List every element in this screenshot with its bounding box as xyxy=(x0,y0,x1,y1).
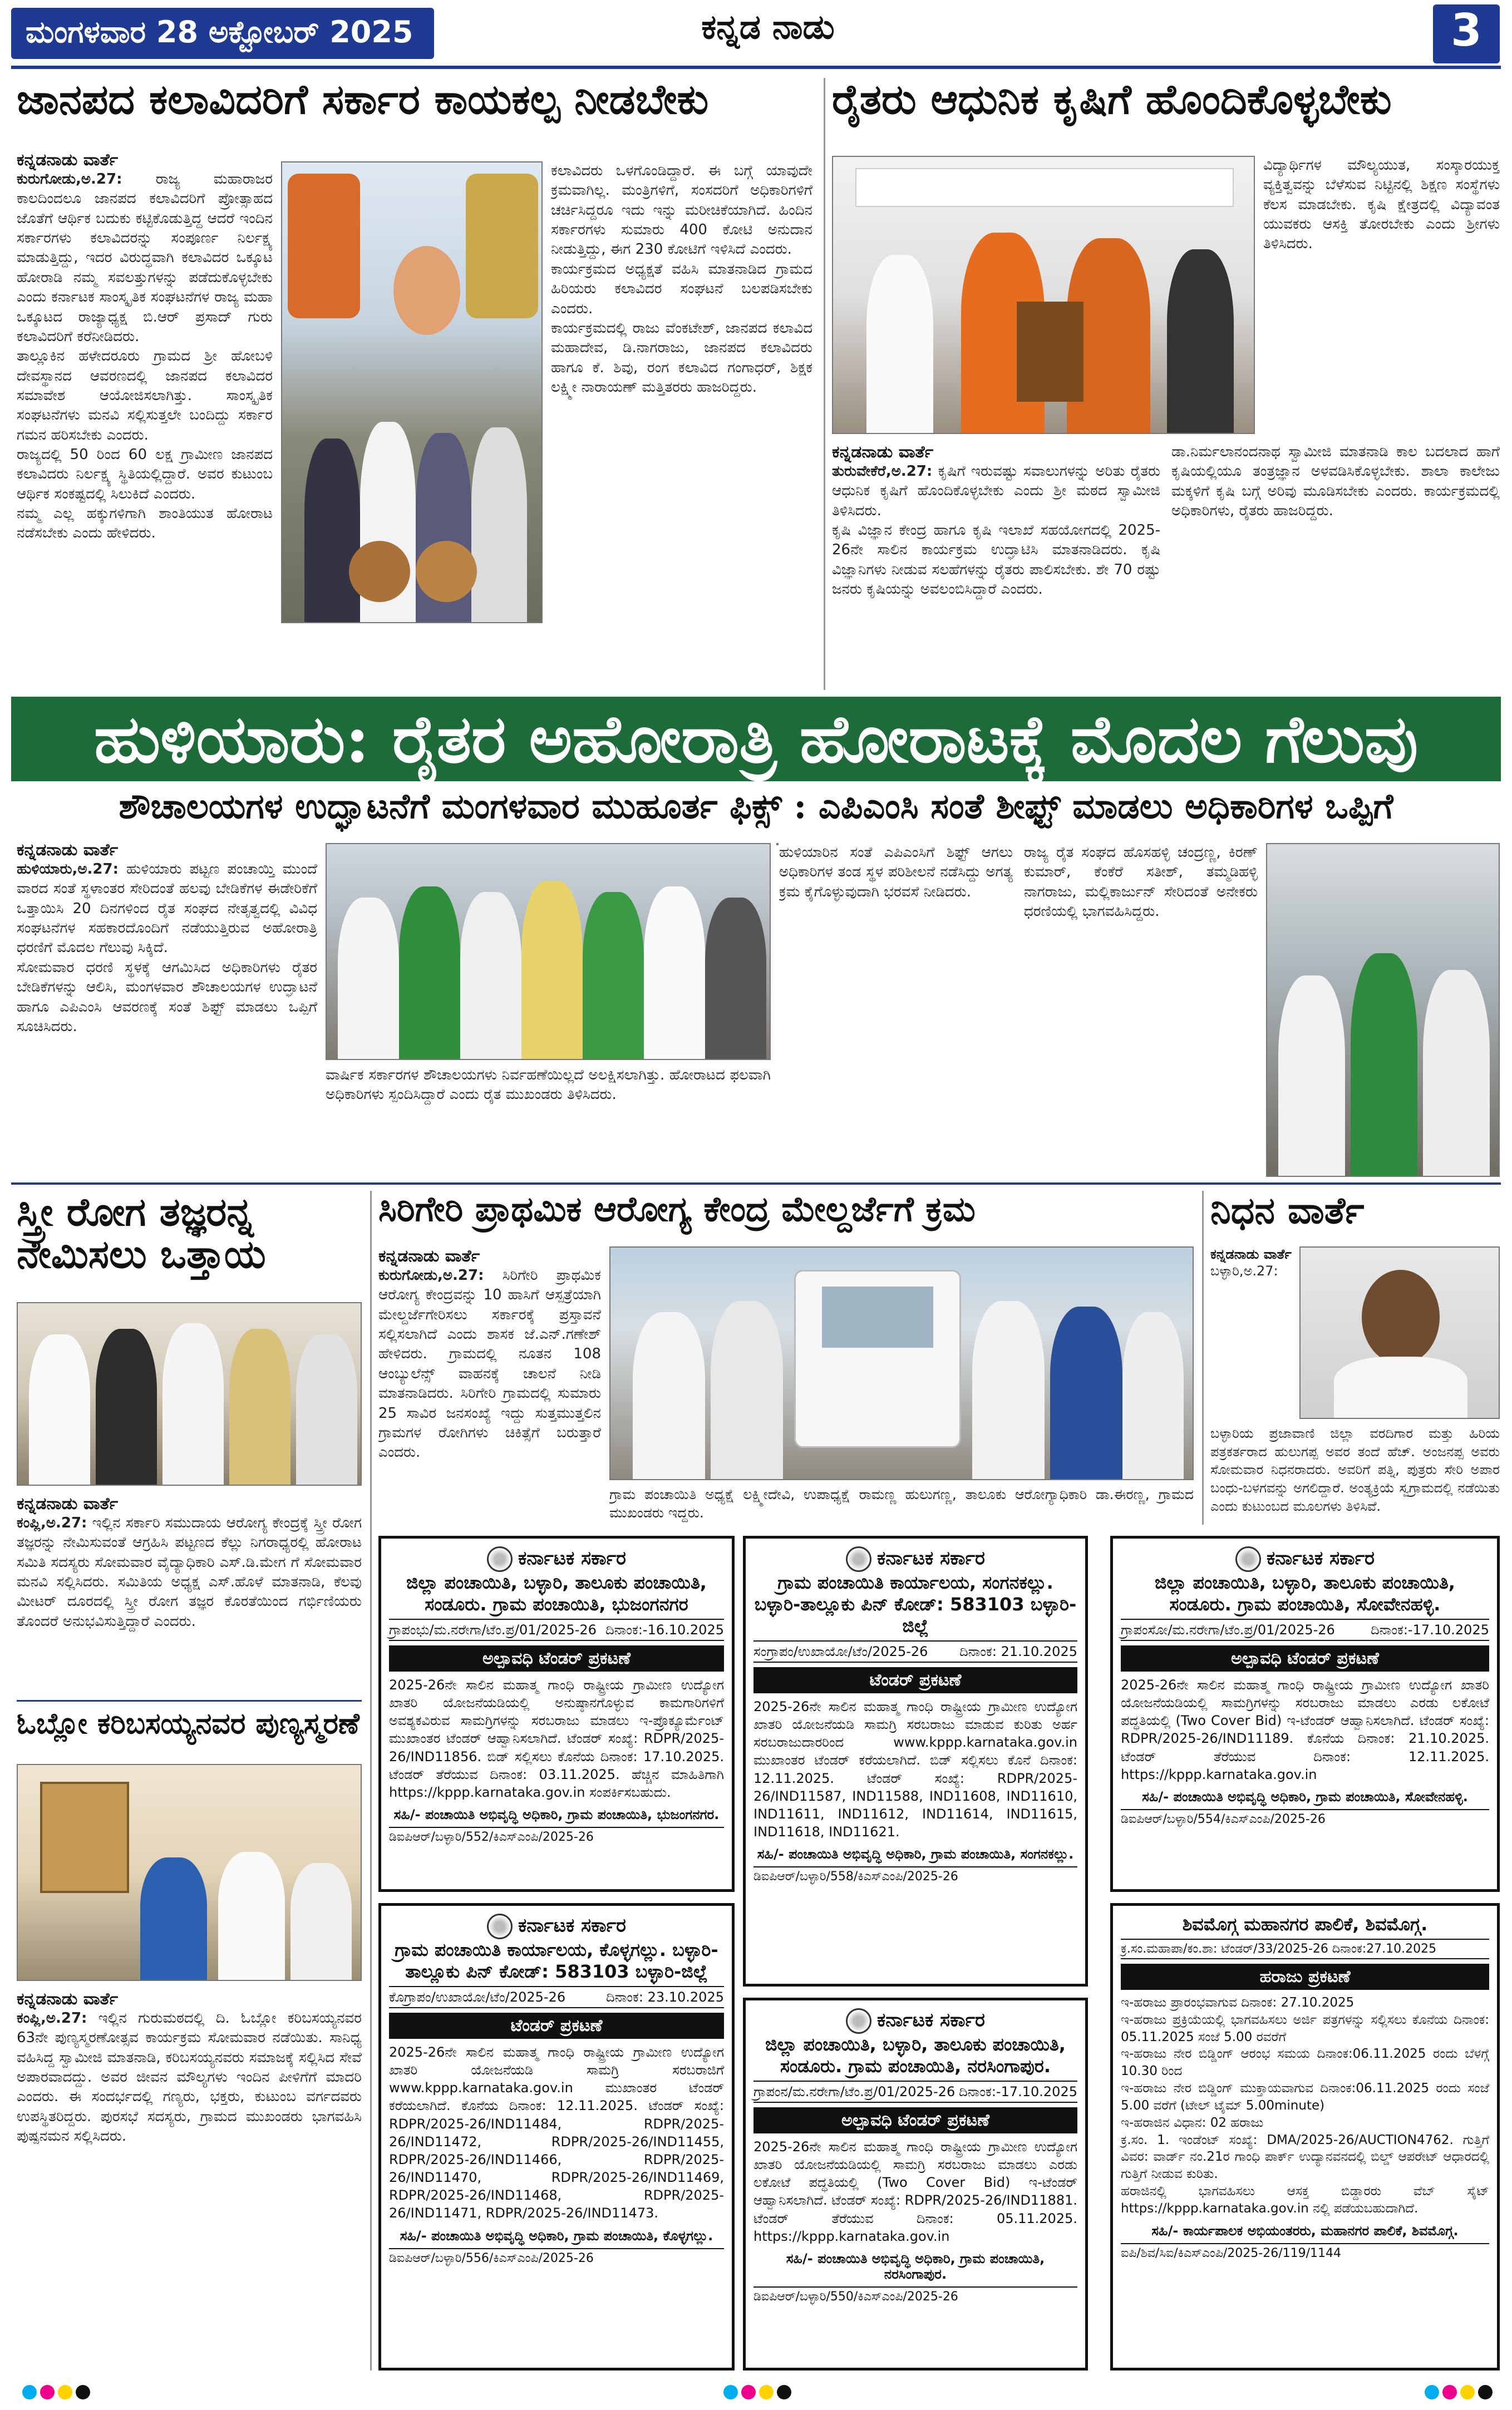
photo-spacer-4 xyxy=(776,843,777,844)
tender-gov: ಕರ್ನಾಟಕ ಸರ್ಕಾರ xyxy=(753,1546,1077,1572)
auction-item: ಹರಾಜಿನಲ್ಲಿ ಭಾಗವಹಿಸಲು ಆಸಕ್ತ ಬಿಡ್ದಾರರು ವೆಬ್ ಸೈಟ್ https://kppp.karnataka.gov.in ನಲ್ಲಿ ಪಡೆಯಬಹುದಾಗಿದೆ. xyxy=(1121,2184,1489,2216)
tender-sign: ಸಹಿ/- ಪಂಚಾಯಿತಿ ಅಭಿವೃದ್ಧಿ ಅಧಿಕಾರಿ, ಗ್ರಾಮ ಪಂಚಾಯಿತಿ, ಸೋವೇನಹಳ್ಳಿ. xyxy=(1142,1788,1468,1805)
auction-notice-shivamogga xyxy=(1110,1903,1500,2370)
tender-foot: ಡಿಐಪಿಆರ್/ಬಳ್ಳಾರಿ/552/ಕಿಎಸ್ಎಂಪಿ/2025-26 xyxy=(389,1827,724,1844)
auction-item: ಇ-ಹರಾಜು ಪ್ರಾರಂಭವಾಗುವ ದಿನಾಂಕ: 27.10.2025 xyxy=(1121,1995,1355,2010)
story4-body: ಕಂಪ್ಲಿ,ಅ.27: ಇಲ್ಲಿನ ಸರ್ಕಾರಿ ಸಮುದಾಯ ಆರೋಗ್ಯ ಕೇಂದ್ರಕ್ಕೆ ಸ್ತ್ರೀ ರೋಗ ತಜ್ಞರನ್ನು ನೇಮಿಸುವಂತೆ ಆಗ್ರಹಿಸಿ ಪಟ್ಟಣದ ಕೆಲ್ಲು ನಿಗರಾಧ್ಯರಲ್ಲಿ ಹೋರಾಟ ಸಮಿತಿ ಸದಸ್ಯರು ಸೋಮವಾರ ವೈದ್ಯಾಧಿಕಾರಿ ಎಸ್.ಡಿ.ಮೇಗ ಗೆ ಸೋಮವಾರ ಮನವಿ ಸಲ್ಲಿಸಿದರು. ಸಮಿತಿಯ ಅಧ್ಯಕ್ಷ ಎಸ್.ಹೊಳೆ ಮಾತನಾಡಿ, ಕೆಲವು ಮೀಟರ್ ದೂರದಲ್ಲಿ ಸ್ತ್ರೀ ರೋಗ ತಜ್ಞರ ಕೊರತೆಯಿಂದ ಗರ್ಭಿಣಿಯರು ತೊಂದರೆ ಅನುಭವಿಸುತ್ತಿದ್ದಾರೆ ಎಂದರು. xyxy=(17,1515,362,1630)
tender-notice-kollagallu xyxy=(378,1903,735,2370)
tender-notice-sanganakallu xyxy=(743,1536,1088,1987)
auction-title: ಹರಾಜು ಪ್ರಕಟಣೆ xyxy=(1121,1964,1489,1990)
story1-body-4: ನಮ್ಮ ಎಲ್ಲ ಹಕ್ಕುಗಳಿಗಾಗಿ ಶಾಂತಿಯುತ ಹೋರಾಟ ನಡೆಸಬೇಕು ಎಂದು ಹೇಳಿದರು. xyxy=(17,505,273,542)
karnataka-emblem-icon xyxy=(487,1546,513,1572)
tender-foot: ಡಿಐಪಿಆರ್/ಬಳ್ಳಾರಿ/554/ಕಿಎಸ್ಎಂಪಿ/2025-26 xyxy=(1121,1809,1489,1826)
story3-body-3: ವಾರ್ಷಿಕ ಸರ್ಕಾರಗಳ ಶೌಚಾಲಯಗಳು ನಿರ್ವಹಣೆಯಿಲ್ಲದೆ ಅಲಕ್ಷಿಸಲಾಗಿತ್ತು. ಹೋರಾಟದ ಫಲವಾಗಿ ಅಧಿಕಾರಿಗಳು ಸ್ಪಂದಿಸಿದ್ದಾರೆ ಎಂದು ರೈತ ಮುಖಂಡರು ತಿಳಿಸಿದರು. xyxy=(326,1067,771,1103)
tender-title: ಅಲ್ಪಾವಧಿ ಟೆಂಡರ್ ಪ್ರಕಟಣೆ xyxy=(753,2107,1077,2133)
paper-name: ಕನ್ನಡ ನಾಡು xyxy=(701,8,835,47)
story3-byline: ಕನ್ನಡನಾಡು ವಾರ್ತೆ xyxy=(17,840,119,860)
yellow-mark-icon xyxy=(58,2385,72,2399)
story4-photo xyxy=(17,1302,362,1486)
story1-byline: ಕನ್ನಡನಾಡು ವಾರ್ತೆ xyxy=(17,150,119,170)
story-rule xyxy=(17,1700,362,1702)
story2-text-col1 xyxy=(832,442,1160,687)
magenta-mark-icon xyxy=(741,2385,756,2399)
print-color-marks xyxy=(0,2375,1512,2410)
story3-photo-left xyxy=(326,843,771,1060)
tender-ref-row: ಗ್ರಾಪಂಸೋ/ಮ.ನರೇಗಾ/ಟೆಂ.ಪ್ರ/01/2025-26 ದಿನಾಂಕ:-17.10.2025 xyxy=(1121,1619,1489,1641)
tender-gov: ಕರ್ನಾಟಕ ಸರ್ಕಾರ xyxy=(1121,1546,1489,1572)
tender-body: 2025-26ನೇ ಸಾಲಿನ ಮಹಾತ್ಮ ಗಾಂಧಿ ರಾಷ್ಟ್ರೀಯ ಗ್ರಾಮೀಣ ಉದ್ಯೋಗ ಖಾತರಿ ಯೋಜನೆಯಡಿ ಸಾಮಗ್ರಿ ಸರಬರಾಜಿಗೆ www.kppp.karnataka.gov.in ಮುಖಾಂತರ ಟೆಂಡರ್ ಕರೆಯಲಾಗಿದೆ. ಕೊನೆಯ ದಿನಾಂಕ: 12.11.2025. ಟೆಂಡರ್ ಸಂಖ್ಯೆ: RDPR/2025-26/IND11484, RDPR/2025-26/IND11472, RDPR/2025-26/IND11455, RDPR/2025-26/IND11466, RDPR/2025-26/IND11470, RDPR/2025-26/IND11469, RDPR/2025-26/IND11468, RDPR/2025-26/IND11471, RDPR/2025-26/IND11473. xyxy=(389,2044,724,2221)
story2-side-text: ವಿದ್ಯಾರ್ಥಿಗಳ ಮೌಲ್ಯಯುತ, ಸಂಸ್ಕಾರಯುಕ್ತ ವ್ಯಕ್ತಿತ್ವವನ್ನು ಬೆಳೆಸುವ ನಿಟ್ಟಿನಲ್ಲಿ ಶಿಕ್ಷಣ ಸಂಸ್ಥೆಗಳು ಕೆಲಸ ಮಾಡಬೇಕು. ಕೃಷಿ ಕ್ಷೇತ್ರದಲ್ಲಿ ವಿದ್ಯಾವಂತ ಯುವಕರು ಆಸಕ್ತಿ ತೋರಬೇಕು ಎಂದು ಶ್ರೀಗಳು ತಿಳಿಸಿದರು. xyxy=(1263,157,1500,253)
tender-foot: ಡಿಐಪಿಆರ್/ಬಳ್ಳಾರಿ/550/ಕಿಎಸ್ಎಂಪಿ/2025-26 xyxy=(753,2286,1077,2304)
story4-headline: ಸ್ತ್ರೀ ರೋಗ ತಜ್ಞರನ್ನ ನೇಮಿಸಲು ಒತ್ತಾಯ xyxy=(17,1189,266,1277)
story3-body-5: ರಾಜ್ಯ ರೈತ ಸಂಘದ ಹೊಸಹಳ್ಳಿ ಚಂದ್ರಣ್ಣ, ಕಿರಣ್ ಕುಮಾರ್, ಕೆಂಕೆರೆ ಸತೀಶ್, ತಮ್ಮಡಿಹಳ್ಳಿ ನಾಗರಾಜು, ಮಲ್ಲಿಕಾರ್ಜುನ್ ಸೇರಿದಂತೆ ಅನೇಕರು ಧರಣಿಯಲ್ಲಿ ಭಾಗವಹಿಸಿದ್ದರು. xyxy=(1024,844,1258,920)
tender-dept: ಗ್ರಾಮ ಪಂಚಾಯಿತಿ ಕಾರ್ಯಾಲಯ, ಸಂಗನಕಲ್ಲು. ಬಳ್ಳಾರಿ-ತಾಲ್ಲೂಕು ಪಿನ್ ಕೋಡ್: 583103 ಬಳ್ಳಾರಿ-ಜಿಲ್ಲೆ xyxy=(754,1572,1077,1637)
story3-body-4: ಹುಳಿಯಾರಿನ ಸಂತೆ ಎಪಿಎಂಸಿಗೆ ಶಿಫ್ಟ್ ಆಗಲು ಅಧಿಕಾರಿಗಳ ತಂಡ ಸ್ಥಳ ಪರಿಶೀಲನೆ ನಡೆಸಿದ್ದು ಅಗತ್ಯ ಕ್ರಮ ಕೈಗೊಳ್ಳುವುದಾಗಿ ಭರವಸೆ ನೀಡಿದರು. xyxy=(779,844,1013,900)
story5-headline: ಓಬ್ಲೋ ಕರಿಬಸಯ್ಯನವರ ಪುಣ್ಯಸ್ಮರಣೆ xyxy=(17,1707,359,1741)
tender-ref-row: ಗ್ರಾಪಂನ/ಮ.ನರೇಗಾ/ಟೆಂ.ಪ್ರ/01/2025-26 ದಿನಾಂಕ:-17.10.2025 xyxy=(753,2081,1077,2103)
auction-item: ಕ್ರ.ಸಂ. 1. ಇಂಡೆಂಟ್ ಸಂಖ್ಯೆ: DMA/2025-26/AUCTION4762. ಗುತ್ತಿಗೆ ವಿವರ: ವಾರ್ಡ್ ನಂ.21ರ ಗಾಂಧಿ ಪಾರ್ಕ್ ಉದ್ಯಾನವನದಲ್ಲಿ ಬಿಲ್ಡ್ ಆಪರೇಟ್ ಆಧಾರದಲ್ಲಿ ಗುತ್ತಿಗೆ ನೀಡುವ ಕುರಿತು. xyxy=(1121,2132,1489,2182)
masthead-rule xyxy=(11,66,1501,69)
story2-body-1: ತುರುವೇಕೆರೆ,ಅ.27: ಕೃಷಿಗೆ ಇರುವಷ್ಟು ಸವಾಲುಗಳನ್ನು ಅರಿತು ರೈತರು ಆಧುನಿಕ ಕೃಷಿಗೆ ಹೊಂದಿಕೊಳ್ಳಬೇಕು ಎಂದು ಶ್ರೀ ಮಠದ ಸ್ವಾಮೀಜಿ ತಿಳಿಸಿದರು. xyxy=(832,463,1160,519)
auction-items xyxy=(1121,1994,1489,2217)
issue-date: ಮಂಗಳವಾರ 28 ಅಕ್ಟೋಬರ್ 2025 xyxy=(11,8,434,59)
story1-headline: ಜಾನಪದ ಕಲಾವಿದರಿಗೆ ಸರ್ಕಾರ ಕಾಯಕಲ್ಪ ನೀಡಬೇಕು xyxy=(17,76,709,124)
karnataka-emblem-icon xyxy=(1235,1546,1261,1572)
tender-sign: ಸಹಿ/- ಪಂಚಾಯಿತಿ ಅಭಿವೃದ್ಧಿ ಅಧಿಕಾರಿ, ಗ್ರಾಮ ಪಂಚಾಯಿತಿ, ನರಸಿಂಗಾಪುರ. xyxy=(786,2250,1045,2282)
auction-dept: ಶಿವಮೊಗ್ಗ ಮಹಾನಗರ ಪಾಲಿಕೆ, ಶಿವಮೊಗ್ಗ. xyxy=(1182,1914,1428,1935)
tender-sign: ಸಹಿ/- ಪಂಚಾಯಿತಿ ಅಭಿವೃದ್ಧಿ ಅಧಿಕಾರಿ, ಗ್ರಾಮ ಪಂಚಾಯಿತಿ, ಕೊಳ್ಳಗಲ್ಲು. xyxy=(400,2227,713,2244)
story3-body-2: ಸೋಮವಾರ ಧರಣಿ ಸ್ಥಳಕ್ಕೆ ಆಗಮಿಸಿದ ಅಧಿಕಾರಿಗಳು ರೈತರ ಬೇಡಿಕೆಗಳನ್ನು ಆಲಿಸಿ, ಮಂಗಳವಾರ ಶೌಚಾಲಯಗಳ ಉದ್ಘಾಟನೆ ಹಾಗೂ ಎಪಿಎಂಸಿ ಆವರಣಕ್ಕೆ ಸಂತೆ ಶಿಫ್ಟ್ ಮಾಡಲು ಒಪ್ಪಿಗೆ ಸೂಚಿಸಿದರು. xyxy=(17,959,317,1035)
story2-body-3: ಡಾ.ನಿರ್ಮಲಾನಂದನಾಥ ಸ್ವಾಮೀಜಿ ಮಾತನಾಡಿ ಕಾಲ ಬದಲಾದ ಹಾಗೆ ಕೃಷಿಯಲ್ಲಿಯೂ ತಂತ್ರಜ್ಞಾನ ಅಳವಡಿಸಿಕೊಳ್ಳಬೇಕು. ಶಾಲಾ ಕಾಲೇಜು ಮಕ್ಕಳಿಗೆ ಕೃಷಿ ಬಗ್ಗೆ ಅರಿವು ಮೂಡಿಸಬೇಕು ಎಂದರು. ಕಾರ್ಯಕ್ರಮದಲ್ಲಿ ಅಧಿಕಾರಿಗಳು, ರೈತರು ಹಾಜರಿದ್ದರು. xyxy=(1171,443,1500,520)
tender-foot: ಡಿಐಪಿಆರ್/ಬಳ್ಳಾರಿ/558/ಕಿಎಸ್ಎಂಪಿ/2025-26 xyxy=(753,1866,1077,1884)
tender-body: 2025-26ನೇ ಸಾಲಿನ ಮಹಾತ್ಮ ಗಾಂಧಿ ರಾಷ್ಟ್ರೀಯ ಗ್ರಾಮೀಣ ಉದ್ಯೋಗ ಖಾತರಿ ಯೋಜನೆಯಡಿಯಲ್ಲಿ ಸಾಮಗ್ರಿ ಸರಬರಾಜು ಮಾಡಲು ಎರಡು ಲಕೋಟೆ ಪದ್ಧತಿಯಲ್ಲಿ (Two Cover Bid) ಇ-ಟೆಂಡರ್ ಆಹ್ವಾನಿಸಲಾಗಿದೆ. ಟೆಂಡರ್ ಸಂಖ್ಯೆ: RDPR/2025-26/IND11881. ಟೆಂಡರ್ ತೆರೆಯುವ ದಿನಾಂಕ: 05.11.2025. https://kppp.karnataka.gov.in xyxy=(753,2139,1077,2244)
tender-ref-row: ಕೊಗ್ರಾಪಂ/ಉಖಾಯೋ/ಟೆಂ/2025-26 ದಿನಾಂಕ: 23.10.2025 xyxy=(389,1986,724,2008)
auction-sign: ಸಹಿ/- ಕಾರ್ಯಪಾಲಕ ಅಭಿಯಂತರರು, ಮಹಾನಗರ ಪಾಲಿಕೆ, ಶಿವಮೊಗ್ಗ. xyxy=(1151,2222,1459,2239)
magenta-mark-icon xyxy=(40,2385,55,2399)
auction-ref: ಕ್ರ.ಸಂ.ಮಹಾಪಾ/ಕಂ.ಶಾ: ಟೆಂಡರ್/33/2025-26 ದಿನಾಂಕ:27.10.2025 xyxy=(1121,1939,1489,1959)
story6-caption: ಗ್ರಾಮ ಪಂಚಾಯಿತಿ ಅಧ್ಯಕ್ಷೆ ಲಕ್ಷ್ಮೀದೇವಿ, ಉಪಾಧ್ಯಕ್ಷೆ ರಾಮಣ್ಣ ಹುಲುಗಣ್ಣ, ತಾಲೂಕು ಆರೋಗ್ಯಾಧಿಕಾರಿ ಡಾ.ಈರಣ್ಣ, ಗ್ರಾಮದ ಮುಖಂಡರು ಇದ್ದರು. xyxy=(609,1486,1194,1521)
story2-headline: ರೈತರು ಆಧುನಿಕ ಕೃಷಿಗೆ ಹೊಂದಿಕೊಳ್ಳಬೇಕು xyxy=(832,76,1392,124)
auction-item: ಇ-ಹರಾಜು ಪ್ರಕ್ರಿಯೆಯಲ್ಲಿ ಭಾಗವಹಿಸಲು ಅರ್ಜಿ ಪತ್ರಗಳನ್ನು ಸಲ್ಲಿಸಲು ಕೊನೆಯ ದಿನಾಂಕ: 05.11.2025 ಸಂಜೆ 5.00 ರವರೆಗೆ xyxy=(1121,2012,1489,2044)
obituary-dateline: ಬಳ್ಳಾರಿ,ಅ.27: xyxy=(1210,1263,1278,1279)
tender-dept: ಜಿಲ್ಲಾ ಪಂಚಾಯಿತಿ, ಬಳ್ಳಾರಿ, ತಾಲೂಕು ಪಂಚಾಯಿತಿ, ಸಂಡೂರು. ಗ್ರಾಮ ಪಂಚಾಯಿತಿ, ಭುಜಂಗನಗರ xyxy=(406,1572,707,1615)
tender-ref-row: ಸಂಗ್ರಾಪಂ/ಉಖಾಯೋ/ಟೆಂ/2025-26 ದಿನಾಂಕ: 21.10.2025 xyxy=(753,1640,1077,1663)
tender-body: 2025-26ನೇ ಸಾಲಿನ ಮಹಾತ್ಮ ಗಾಂಧಿ ರಾಷ್ಟ್ರೀಯ ಗ್ರಾಮೀಣ ಉದ್ಯೋಗ ಖಾತರಿ ಯೋಜನೆಯಡಿ ಸಾಮಗ್ರಿ ಸರಬರಾಜು ಮಾಡುವ ಕುರಿತು ಅರ್ಹ ಸರಬರಾಜುದಾರರಿಂದ www.kppp.karnataka.gov.in ಮುಖಾಂತರ ಟೆಂಡರ್ ಕರೆಯಲಾಗಿದೆ. ಬಿಡ್ ಸಲ್ಲಿಸಲು ಕೊನೆ ದಿನಾಂಕ: 12.11.2025. ಟೆಂಡರ್ ಸಂಖ್ಯೆ: RDPR/2025-26/IND11587, IND11588, IND11608, IND11610, IND11611, IND11612, IND11614, IND11615, IND11618, IND11621. xyxy=(753,1699,1077,1840)
story1-body-6: ಕಾರ್ಯಕ್ರಮದ ಅಧ್ಯಕ್ಷತೆ ವಹಿಸಿ ಮಾತನಾಡಿದ ಗ್ರಾಮದ ಹಿರಿಯರು ಕಲಾವಿದರ ಸಂಘಟನೆ ಬಲಪಡಿಸಬೇಕು ಎಂದರು. xyxy=(551,260,812,317)
cyan-mark-icon xyxy=(1425,2385,1439,2399)
tender-foot: ಡಿಐಪಿಆರ್/ಬಳ್ಳಾರಿ/556/ಕಿಎಸ್ಎಂಪಿ/2025-26 xyxy=(389,2248,724,2265)
story6-headline: ಸಿರಿಗೇರಿ ಪ್ರಾಥಮಿಕ ಆರೋಗ್ಯ ಕೇಂದ್ರ ಮೇಲ್ದರ್ಜೆಗೆ ಕ್ರಮ xyxy=(378,1189,976,1229)
story6-text-col1 xyxy=(378,1246,601,1514)
black-mark-icon xyxy=(1478,2385,1493,2399)
story6-byline: ಕನ್ನಡನಾಡು ವಾರ್ತೆ xyxy=(378,1246,480,1266)
tender-notice-bhujanganagara xyxy=(378,1536,735,1892)
tender-gov: ಕರ್ನಾಟಕ ಸರ್ಕಾರ xyxy=(389,1914,724,1939)
story3-body-1: ಹುಳಿಯಾರು,ಅ.27: ಹುಳಿಯಾರು ಪಟ್ಟಣ ಪಂಚಾಯ್ತಿ ಮುಂದೆ ವಾರದ ಸಂತೆ ಸ್ಥಳಾಂತರ ಸೇರಿದಂತೆ ಹಲವು ಬೇಡಿಕೆಗಳ ಈಡೇರಿಕೆಗೆ ಒತ್ತಾಯಿಸಿ 20 ದಿನಗಳಿಂದ ರೈತ ಸಂಘದ ನೇತೃತ್ವದಲ್ಲಿ ವಿವಿಧ ಸಂಘಟನೆಗಳ ಸಹಕಾರದೊಂದಿಗೆ ನಡೆಯುತ್ತಿರುವ ಅಹೋರಾತ್ರಿ ಧರಣಿಗೆ ಮೊದಲ ಗೆಲುವು ಸಿಕ್ಕಿದೆ. xyxy=(17,861,317,957)
story1-body-7: ಕಾರ್ಯಕ್ರಮದಲ್ಲಿ ರಾಜು ವೆಂಕಟೇಶ್, ಜಾನಪದ ಕಲಾವಿದ ಮಹಾದೇವ, ಡಿ.ನಾಗರಾಜು, ಜಾನಪದ ಕಲಾವಿದರು ಹಾಗೂ ಕೆ. ಶಿವು, ರಂಗ ಕಲಾವಿದ ಗಂಗಾಧರ್, ಶಿಕ್ಷಕ ಲಕ್ಷ್ಮೀ ನಾರಾಯಣ್ ಮತ್ತಿತರರು ಹಾಜರಿದ್ದರು. xyxy=(551,319,812,396)
obituary-body: ಬಳ್ಳಾರಿಯ ಪ್ರಜಾವಾಣಿ ಜಿಲ್ಲಾ ವರದಿಗಾರ ಮತ್ತು ಹಿರಿಯ ಪತ್ರಕರ್ತರಾದ ಹುಲುಗಪ್ಪ ಅವರ ತಂದೆ ಹೆಚ್. ಅಂಜನಪ್ಪ ಅವರು ಸೋಮವಾರ ನಿಧನರಾದರು. ಅವರಿಗೆ ಪತ್ನಿ, ಪುತ್ರರು ಸೇರಿ ಅಪಾರ ಬಂಧು-ಬಳಗವನ್ನು ಅಗಲಿದ್ದಾರೆ. ಅಂತ್ಯಕ್ರಿಯೆ ಸ್ವಗ್ರಾಮದಲ್ಲಿ ನಡೆಯಿತು ಎಂದು ಕುಟುಂಬದ ಮೂಲಗಳು ತಿಳಿಸಿವೆ. xyxy=(1210,1426,1500,1514)
tender-dept: ಜಿಲ್ಲಾ ಪಂಚಾಯಿತಿ, ಬಳ್ಳಾರಿ, ತಾಲೂಕು ಪಂಚಾಯಿತಿ, ಸಂಡೂರು. ಗ್ರಾಮ ಪಂಚಾಯಿತಿ, ನರಸಿಂಗಾಪುರ. xyxy=(765,2034,1066,2077)
tender-notice-narasingapura xyxy=(743,1998,1088,2370)
story1-text-col2 xyxy=(551,161,812,629)
karnataka-emblem-icon xyxy=(487,1914,513,1939)
auction-item: ಇ-ಹರಾಜಿನ ವಿಧಾನ: 02 ಹರಾಜು xyxy=(1121,2115,1264,2130)
story1-body-1: ಕುರುಗೋಡು,ಅ.27: ರಾಜ್ಯ ಮಹಾರಾಜರ ಕಾಲದಿಂದಲೂ ಜಾನಪದ ಕಲಾವಿದರಿಗೆ ಪ್ರೋತ್ಸಾಹದ ಜೊತೆಗೆ ಆರ್ಥಿಕ ಬದುಕು ಕಟ್ಟಿಕೊಡುತ್ತಿದ್ದ ಆದರೆ ಇಂದಿನ ಸರ್ಕಾರಗಳು ಕಲಾವಿದರನ್ನು ಸಂಪೂರ್ಣ ನಿರ್ಲಕ್ಷ್ಯ ಮಾಡುತ್ತಿದ್ದು, ಇದರ ವಿರುದ್ಧವಾಗಿ ಕಲಾವಿದರ ಒಕ್ಕೂಟ ಹೋರಾಡಿ ನಮ್ಮ ಸವಲತ್ತುಗಳನ್ನು ಪಡೆದುಕೊಳ್ಳಬೇಕು ಎಂದು ಕರ್ನಾಟಕ ಸಾಂಸ್ಕೃತಿಕ ಸಂಘಟನೆಗಳ ರಾಜ್ಯ ಮಹಾ ಒಕ್ಕೂಟದ ರಾಜ್ಯಾಧ್ಯಕ್ಷ ಬಿ.ಆರ್ ಪ್ರಸಾದ್ ಗುರು ಕಲಾವಿದರಿಗೆ ಕರೆನೀಡಿದರು. xyxy=(17,171,273,345)
tender-gov: ಕರ್ನಾಟಕ ಸರ್ಕಾರ xyxy=(389,1546,724,1572)
story3-text-col1 xyxy=(17,840,317,1174)
tender-ref-row: ಗ್ರಾಪಂಭು/ಮ.ನರೇಗಾ/ಟೆಂ.ಪ್ರ/01/2025-26 ದಿನಾಂಕ:-16.10.2025 xyxy=(389,1619,724,1641)
tender-title: ಟೆಂಡರ್ ಪ್ರಕಟಣೆ xyxy=(389,2013,724,2039)
cyan-mark-icon xyxy=(22,2385,37,2399)
black-mark-icon xyxy=(76,2385,90,2399)
auction-foot: ಐಪಿ/ಶಿವ/ಸಿಐ/ಕಿಎಸ್ಎಂಪಿ/2025-26/119/1144 xyxy=(1121,2243,1489,2260)
tender-dept: ಜಿಲ್ಲಾ ಪಂಚಾಯಿತಿ, ಬಳ್ಳಾರಿ, ತಾಲೂಕು ಪಂಚಾಯಿತಿ, ಸಂಡೂರು. ಗ್ರಾಮ ಪಂಚಾಯಿತಿ, ಸೋವೇನಹಳ್ಳಿ. xyxy=(1155,1572,1455,1615)
obituary-byline: ಕನ್ನಡನಾಡು ವಾರ್ತೆ xyxy=(1210,1246,1292,1262)
story5-photo xyxy=(17,1764,362,1981)
column-divider xyxy=(824,78,825,690)
tender-sign: ಸಹಿ/- ಪಂಚಾಯಿತಿ ಅಭಿವೃದ್ಧಿ ಅಧಿಕಾರಿ, ಗ್ರಾಮ ಪಂಚಾಯಿತಿ, ಸಂಗನಕಲ್ಲು. xyxy=(757,1846,1074,1862)
section-rule xyxy=(11,1182,1501,1185)
yellow-mark-icon xyxy=(1460,2385,1475,2399)
story5-byline: ಕನ್ನಡನಾಡು ವಾರ್ತೆ xyxy=(17,1989,119,2009)
banner-headline: ಹುಳಿಯಾರು: ರೈತರ ಅಹೋರಾತ್ರಿ ಹೋರಾಟಕ್ಕೆ ಮೊದಲ ಗೆಲುವು xyxy=(11,697,1501,781)
story6-photo xyxy=(609,1246,1194,1480)
auction-item: ಇ-ಹರಾಜು ನೇರ ಬಿಡ್ಡಿಂಗ್ ಮುಕ್ತಾಯವಾಗುವ ದಿನಾಂಕ:06.11.2025 ರಂದು ಸಂಜೆ 5.00 ವರೆಗೆ (ಟೇಲ್ ಟೈಮ್ 5.00minute) xyxy=(1121,2081,1489,2113)
karnataka-emblem-icon xyxy=(846,1546,871,1572)
story5-text xyxy=(17,1989,362,2368)
tender-notice-sovenahalli xyxy=(1110,1536,1500,1892)
karnataka-emblem-icon xyxy=(846,2008,871,2034)
tender-gov: ಕರ್ನಾಟಕ ಸರ್ಕಾರ xyxy=(753,2008,1077,2034)
story3-photo-right xyxy=(1266,843,1500,1177)
yellow-mark-icon xyxy=(759,2385,774,2399)
black-mark-icon xyxy=(777,2385,791,2399)
masthead xyxy=(0,0,1512,68)
story1-photo xyxy=(281,161,543,623)
story1-text-col1 xyxy=(17,150,273,629)
story2-photo xyxy=(832,156,1255,434)
story6-body: ಕುರುಗೋಡು,ಅ.27: ಸಿರಿಗೇರಿ ಪ್ರಾಥಮಿಕ ಆರೋಗ್ಯ ಕೇಂದ್ರವನ್ನು 10 ಹಾಸಿಗೆ ಆಸ್ಪತ್ರೆಯಾಗಿ ಮೇಲ್ದರ್ಜೆಗೇರಿಸಲು ಸರ್ಕಾರಕ್ಕೆ ಪ್ರಸ್ತಾವನೆ ಸಲ್ಲಿಸಲಾಗಿದೆ ಎಂದು ಶಾಸಕ ಜೆ.ಎನ್.ಗಣೇಶ್ ಹೇಳಿದರು. ಗ್ರಾಮದಲ್ಲಿ ನೂತನ 108 ಆಂಬ್ಯುಲೆನ್ಸ್ ವಾಹನಕ್ಕೆ ಚಾಲನೆ ನೀಡಿ ಮಾತನಾಡಿದರು. ಸಿರಿಗೇರಿ ಗ್ರಾಮದಲ್ಲಿ ಸುಮಾರು 25 ಸಾವಿರ ಜನಸಂಖ್ಯೆ ಇದ್ದು ಸುತ್ತಮುತ್ತಲಿನ ಗ್ರಾಮಗಳ ರೋಗಿಗಳು ಚಿಕಿತ್ಸೆಗೆ ಬರುತ್ತಾರೆ ಎಂದರು. xyxy=(378,1267,601,1461)
tender-sign: ಸಹಿ/- ಪಂಚಾಯಿತಿ ಅಭಿವೃದ್ಧಿ ಅಧಿಕಾರಿ, ಗ್ರಾಮ ಪಂಚಾಯಿತಿ, ಭುಜಂಗನಗರ. xyxy=(393,1807,720,1823)
story1-body-2: ತಾಲ್ಲೂಕಿನ ಹಳೇದರೂರು ಗ್ರಾಮದ ಶ್ರೀ ಹೋಬಳಿ ದೇವಸ್ಥಾನದ ಆವರಣದಲ್ಲಿ ಜಾನಪದ ಕಲಾವಿದರ ಸಮಾವೇಶ ಆಯೋಜಿಸಲಾಗಿತ್ತು. ಸಾಂಸ್ಕೃತಿಕ ಸಂಘಟನೆಗಳು ಮನವಿ ಸಲ್ಲಿಸುತ್ತಲೇ ಬಂದಿದ್ದು ಸರ್ಕಾರ ಗಮನ ಹರಿಸಬೇಕು ಎಂದರು. xyxy=(17,348,273,443)
tender-dept: ಗ್ರಾಮ ಪಂಚಾಯಿತಿ ಕಾರ್ಯಾಲಯ, ಕೊಳ್ಳಗಲ್ಲು. ಬಳ್ಳಾರಿ-ತಾಲ್ಲೂಕು ಪಿನ್ ಕೋಡ್: 583103 ಬಳ್ಳಾರಿ-ಜಿಲ್ಲೆ xyxy=(395,1939,718,1982)
story1-body-5: ಕಲಾವಿದರು ಒಳಗೊಂಡಿದ್ದಾರೆ. ಈ ಬಗ್ಗೆ ಯಾವುದೇ ಕ್ರಮವಾಗಿಲ್ಲ. ಮಂತ್ರಿಗಳಿಗೆ, ಸಂಸದರಿಗೆ ಅಧಿಕಾರಿಗಳಿಗೆ ಚರ್ಚಿಸಿದ್ದರೂ ಇದು ಇನ್ನು ಮರೀಚಿಕೆಯಾಗಿದೆ. ಹಿಂದಿನ ಸರ್ಕಾರಗಳು ಸುಮಾರು 400 ಕೋಟಿ ಅನುದಾನ ನೀಡುತ್ತಿದ್ದು, ಈಗ 230 ಕೋಟಿಗೆ ಇಳಿಸಿದೆ ಎಂದರು. xyxy=(551,162,812,258)
obituary-headline: ನಿಧನ ವಾರ್ತೆ xyxy=(1210,1189,1365,1232)
story1-body-3: ರಾಜ್ಯದಲ್ಲಿ 50 ರಿಂದ 60 ಲಕ್ಷ ಗ್ರಾಮೀಣ ಜಾನಪದ ಕಲಾವಿದರು ನಿರ್ಲಕ್ಷ್ಯ ಸ್ಥಿತಿಯಲ್ಲಿದ್ದಾರೆ. ಅವರ ಕುಟುಂಬ ಆರ್ಥಿಕ ಸಂಕಷ್ಟದಲ್ಲಿ ಸಿಲುಕಿದೆ ಎಂದರು. xyxy=(17,446,273,502)
tender-title: ಅಲ್ಪಾವಧಿ ಟೆಂಡರ್ ಪ್ರಕಟಣೆ xyxy=(1121,1645,1489,1672)
story2-byline: ಕನ್ನಡನಾಡು ವಾರ್ತೆ xyxy=(832,442,934,462)
story4-text xyxy=(17,1494,362,1694)
story3-text-col2 xyxy=(326,1066,771,1177)
tender-body: 2025-26ನೇ ಸಾಲಿನ ಮಹಾತ್ಮ ಗಾಂಧಿ ರಾಷ್ಟ್ರೀಯ ಗ್ರಾಮೀಣ ಉದ್ಯೋಗ ಖಾತರಿ ಯೋಜನೆಯಡಿಯಲ್ಲಿ ಸಾಮಗ್ರಿಗಳನ್ನು ಸರಬರಾಜು ಮಾಡಲು ಎರಡು ಲಕೋಟೆ ಪದ್ಧತಿಯಲ್ಲಿ (Two Cover Bid) ಇ-ಟೆಂಡರ್ ಆಹ್ವಾನಿಸಲಾಗಿದೆ. ಟೆಂಡರ್ ಸಂಖ್ಯೆ: RDPR/2025-26/IND11189. ಕೊನೆಯ ದಿನಾಂಕ: 21.10.2025. ಟೆಂಡರ್ ತೆರೆಯುವ ದಿನಾಂಕ: 12.11.2025. https://kppp.karnataka.gov.in xyxy=(1121,1677,1489,1782)
banner-subhead: ಶೌಚಾಲಯಗಳ ಉದ್ಘಾಟನೆಗೆ ಮಂಗಳವಾರ ಮುಹೂರ್ತ ಫಿಕ್ಸ್ : ಎಪಿಎಂಸಿ ಸಂತೆ ಶೀಫ್ಟ್ ಮಾಡಲು ಅಧಿಕಾರಿಗಳ ಒಪ್ಪಿಗೆ xyxy=(119,786,1393,826)
tender-title: ಅಲ್ಪಾವಧಿ ಟೆಂಡರ್ ಪ್ರಕಟಣೆ xyxy=(389,1645,724,1672)
auction-item: ಇ-ಹರಾಜು ನೇರ ಬಿಡ್ಡಿಂಗ್ ಆರಂಭ ಸಮಯ ದಿನಾಂಕ:06.11.2025 ರಂದು ಬೆಳಗ್ಗೆ 10.30 ರಿಂದ xyxy=(1121,2047,1489,2079)
story2-body-2: ಕೃಷಿ ವಿಜ್ಞಾನ ಕೇಂದ್ರ ಹಾಗೂ ಕೃಷಿ ಇಲಾಖೆ ಸಹಯೋಗದಲ್ಲಿ 2025-26ನೇ ಸಾಲಿನ ಕಾರ್ಯಕ್ರಮ ಉದ್ಘಾಟಿಸಿ ಮಾತನಾಡಿದರು. ಕೃಷಿ ವಿಜ್ಞಾನಿಗಳು ನೀಡುವ ಸಲಹೆಗಳನ್ನು ರೈತರು ಪಾಲಿಸಬೇಕು. ಶೇ 70 ರಷ್ಟು ಜನರು ಕೃಷಿಯನ್ನು ಅವಲಂಬಿಸಿದ್ದಾರೆ ಎಂದರು. xyxy=(832,522,1160,598)
page-number: 3 xyxy=(1433,4,1500,63)
obituary-photo xyxy=(1299,1246,1500,1419)
story4-byline: ಕನ್ನಡನಾಡು ವಾರ್ತೆ xyxy=(17,1494,119,1514)
tender-title: ಟೆಂಡರ್ ಪ್ರಕಟಣೆ xyxy=(753,1667,1077,1693)
column-divider-3 xyxy=(1202,1191,1204,1525)
magenta-mark-icon xyxy=(1442,2385,1457,2399)
cyan-mark-icon xyxy=(723,2385,738,2399)
column-divider-2 xyxy=(370,1191,372,2370)
story5-body: ಕಂಪ್ಲಿ,ಅ.27: ಇಲ್ಲಿನ ಗುರುಮಠದಲ್ಲಿ ದಿ. ಓಬ್ಲೋ ಕರಿಬಸಯ್ಯನವರ 63ನೇ ಪುಣ್ಯಸ್ಮರಣೋತ್ಸವ ಕಾರ್ಯಕ್ರಮ ಸೋಮವಾರ ನಡೆಯಿತು. ಸಾನಿಧ್ಯ ವಹಿಸಿದ್ದ ಸ್ವಾಮೀಜಿ ಮಾತನಾಡಿ, ಕರಿಬಸಯ್ಯನವರು ಸಮಾಜಕ್ಕೆ ಸಲ್ಲಿಸಿದ ಸೇವೆ ಅಪಾರವಾದದ್ದು. ಅವರ ಜೀವನ ಮೌಲ್ಯಗಳು ಇಂದಿನ ಪೀಳಿಗೆಗೆ ಮಾದರಿ ಎಂದರು. ಈ ಸಂದರ್ಭದಲ್ಲಿ ಗಣ್ಯರು, ಭಕ್ತರು, ಕುಟುಂಬ ವರ್ಗದವರು ಉಪಸ್ಥಿತರಿದ್ದರು. ಪುರಸಭೆ ಸದಸ್ಯರು, ಗ್ರಾಮದ ಮುಖಂಡರು ಭಾಗವಹಿಸಿ ಪುಷ್ಪನಮನ ಸಲ್ಲಿಸಿದರು. xyxy=(17,2010,362,2145)
tender-body: 2025-26ನೇ ಸಾಲಿನ ಮಹಾತ್ಮ ಗಾಂಧಿ ರಾಷ್ಟ್ರೀಯ ಗ್ರಾಮೀಣ ಉದ್ಯೋಗ ಖಾತರಿ ಯೋಜನೆಯಡಿಯಲ್ಲಿ ಅನುಷ್ಠಾನಗೊಳ್ಳುವ ಕಾಮಗಾರಿಗಳಿಗೆ ಅವಶ್ಯಕವಿರುವ ಸಾಮಗ್ರಿಗಳನ್ನು ಸರಬರಾಜು ಮಾಡಲು ಇ-ಪ್ರೊಕ್ಯೂರ್ಮೆಂಟ್ ಮುಖಾಂತರ ಟೆಂಡರ್ ಆಹ್ವಾನಿಸಲಾಗಿದೆ. ಟೆಂಡರ್ ಸಂಖ್ಯೆ: RDPR/2025-26/IND11856. ಬಿಡ್ ಸಲ್ಲಿಸಲು ಕೊನೆಯ ದಿನಾಂಕ: 17.10.2025. ಟೆಂಡರ್ ತೆರೆಯುವ ದಿನಾಂಕ: 03.11.2025. ಹೆಚ್ಚಿನ ಮಾಹಿತಿಗಾಗಿ https://kppp.karnataka.gov.in ಸಂಪರ್ಕಿಸಬಹುದು. xyxy=(389,1677,724,1800)
